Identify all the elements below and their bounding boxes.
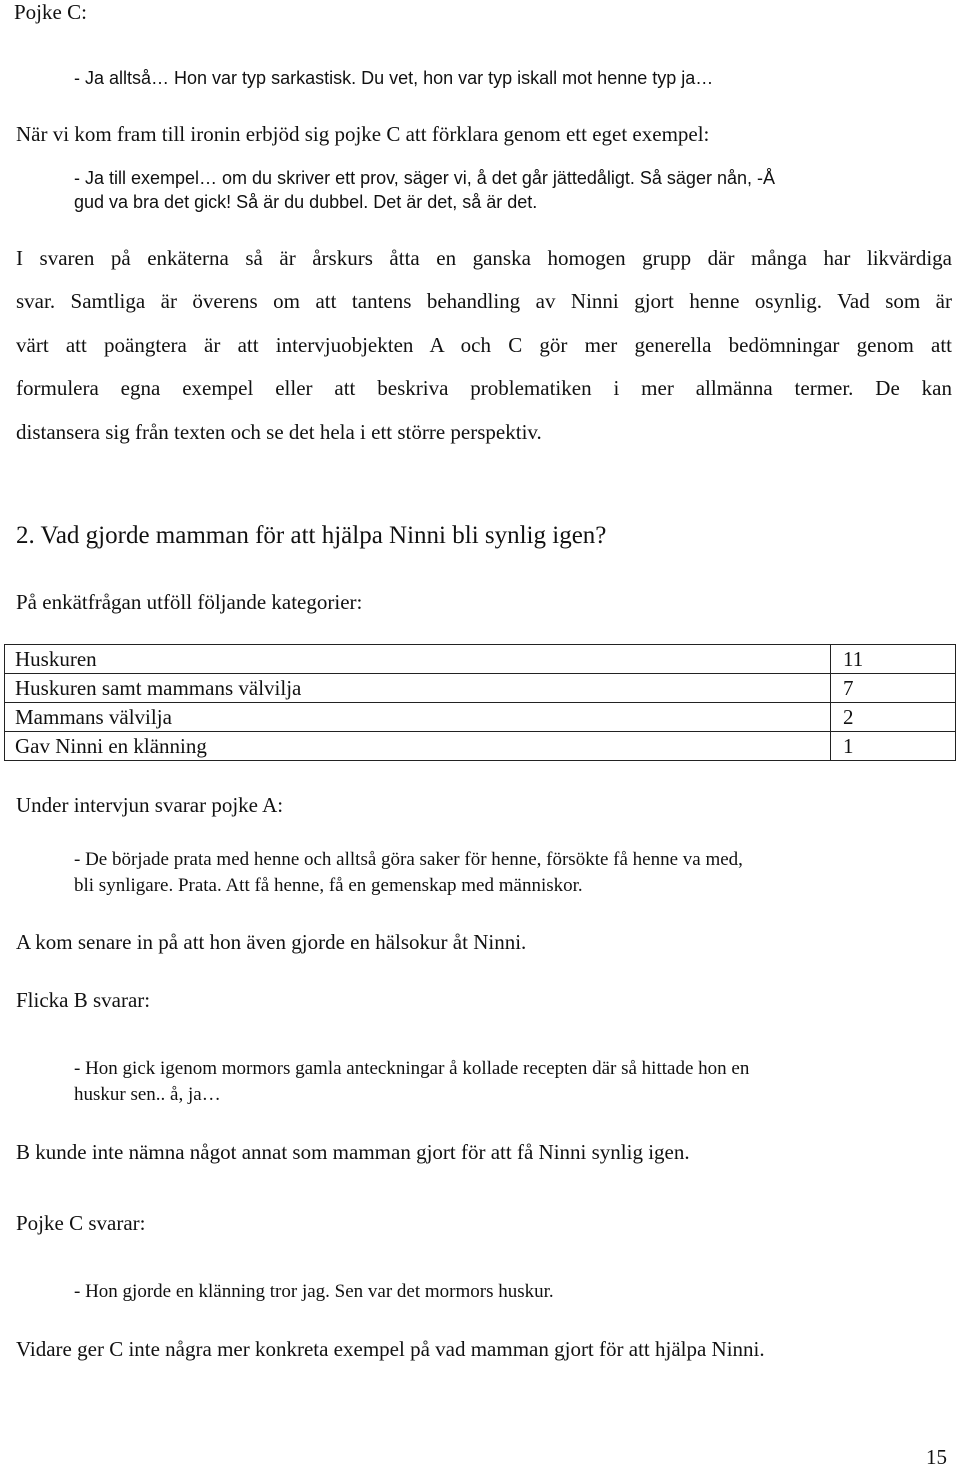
analysis-line-3: värt att poängtera är att intervjuobjekten A och C gör mer generella bedömningar genom att <box>16 333 952 357</box>
category-label: Huskuren samt mammans välvilja <box>5 674 831 703</box>
interview-a-quote-line-2: bli synligare. Prata. Att få henne, få en gemenskap med människor. <box>74 875 583 896</box>
table-row <box>5 703 956 732</box>
speaker-label-pojke-c: Pojke C: <box>14 0 87 24</box>
interview-c-note: Vidare ger C inte några mer konkreta exempel på vad mamman gjort för att hjälpa Ninni. <box>16 1337 765 1361</box>
analysis-line-4: formulera egna exempel eller att beskriva problematiken i mer allmänna termer. De kan <box>16 376 952 400</box>
quote-example-line-1: - Ja till exempel… om du skriver ett prov, säger vi, å det går jättedåligt. Så säger nån, -Å <box>74 168 775 188</box>
analysis-line-5: distansera sig från texten och se det hela i ett större perspektiv. <box>16 420 542 444</box>
category-label: Huskuren <box>5 645 831 674</box>
category-count: 1 <box>831 732 956 761</box>
interview-a-note: A kom senare in på att hon även gjorde en hälsokur åt Ninni. <box>16 930 527 954</box>
table-row <box>5 674 956 703</box>
interview-b-intro: Flicka B svarar: <box>16 988 151 1012</box>
table-row <box>5 645 956 674</box>
category-count: 2 <box>831 703 956 732</box>
interview-c-intro: Pojke C svarar: <box>16 1211 146 1235</box>
interview-a-quote-line-1: - De började prata med henne och alltså göra saker för henne, försökte få henne va med, <box>74 849 743 870</box>
category-label: Gav Ninni en klänning <box>5 732 831 761</box>
page-number: 15 <box>926 1445 947 1469</box>
category-label: Mammans välvilja <box>5 703 831 732</box>
interview-b-quote-line-1: - Hon gick igenom mormors gamla anteckningar å kollade recepten där så hittade hon en <box>74 1058 750 1079</box>
interview-b-note: B kunde inte nämna något annat som mamman gjort för att få Ninni synlig igen. <box>16 1140 690 1164</box>
quote-sarcastic: - Ja alltså… Hon var typ sarkastisk. Du vet, hon var typ iskall mot henne typ ja… <box>74 68 714 88</box>
table-row <box>5 732 956 761</box>
interview-c-quote: - Hon gjorde en klänning tror jag. Sen var det mormors huskur. <box>74 1281 554 1302</box>
category-count: 7 <box>831 674 956 703</box>
interview-b-quote-line-2: huskur sen.. å, ja… <box>74 1084 221 1105</box>
survey-intro: På enkätfrågan utföll följande kategorier: <box>16 590 363 614</box>
section-title: 2. Vad gjorde mamman för att hjälpa Ninni bli synlig igen? <box>16 522 607 549</box>
category-table <box>4 644 956 761</box>
intro-irony-example: När vi kom fram till ironin erbjöd sig pojke C att förklara genom ett eget exempel: <box>16 122 710 146</box>
interview-a-intro: Under intervjun svarar pojke A: <box>16 793 284 817</box>
analysis-line-1: I svaren på enkäterna så är årskurs åtta en ganska homogen grupp där många har likvärdiga <box>16 246 952 270</box>
category-count: 11 <box>831 645 956 674</box>
analysis-line-2: svar. Samtliga är överens om att tantens behandling av Ninni gjort henne osynlig. Vad som är <box>16 289 952 313</box>
quote-example-line-2: gud va bra det gick! Så är du dubbel. Det är det, så är det. <box>74 192 538 212</box>
